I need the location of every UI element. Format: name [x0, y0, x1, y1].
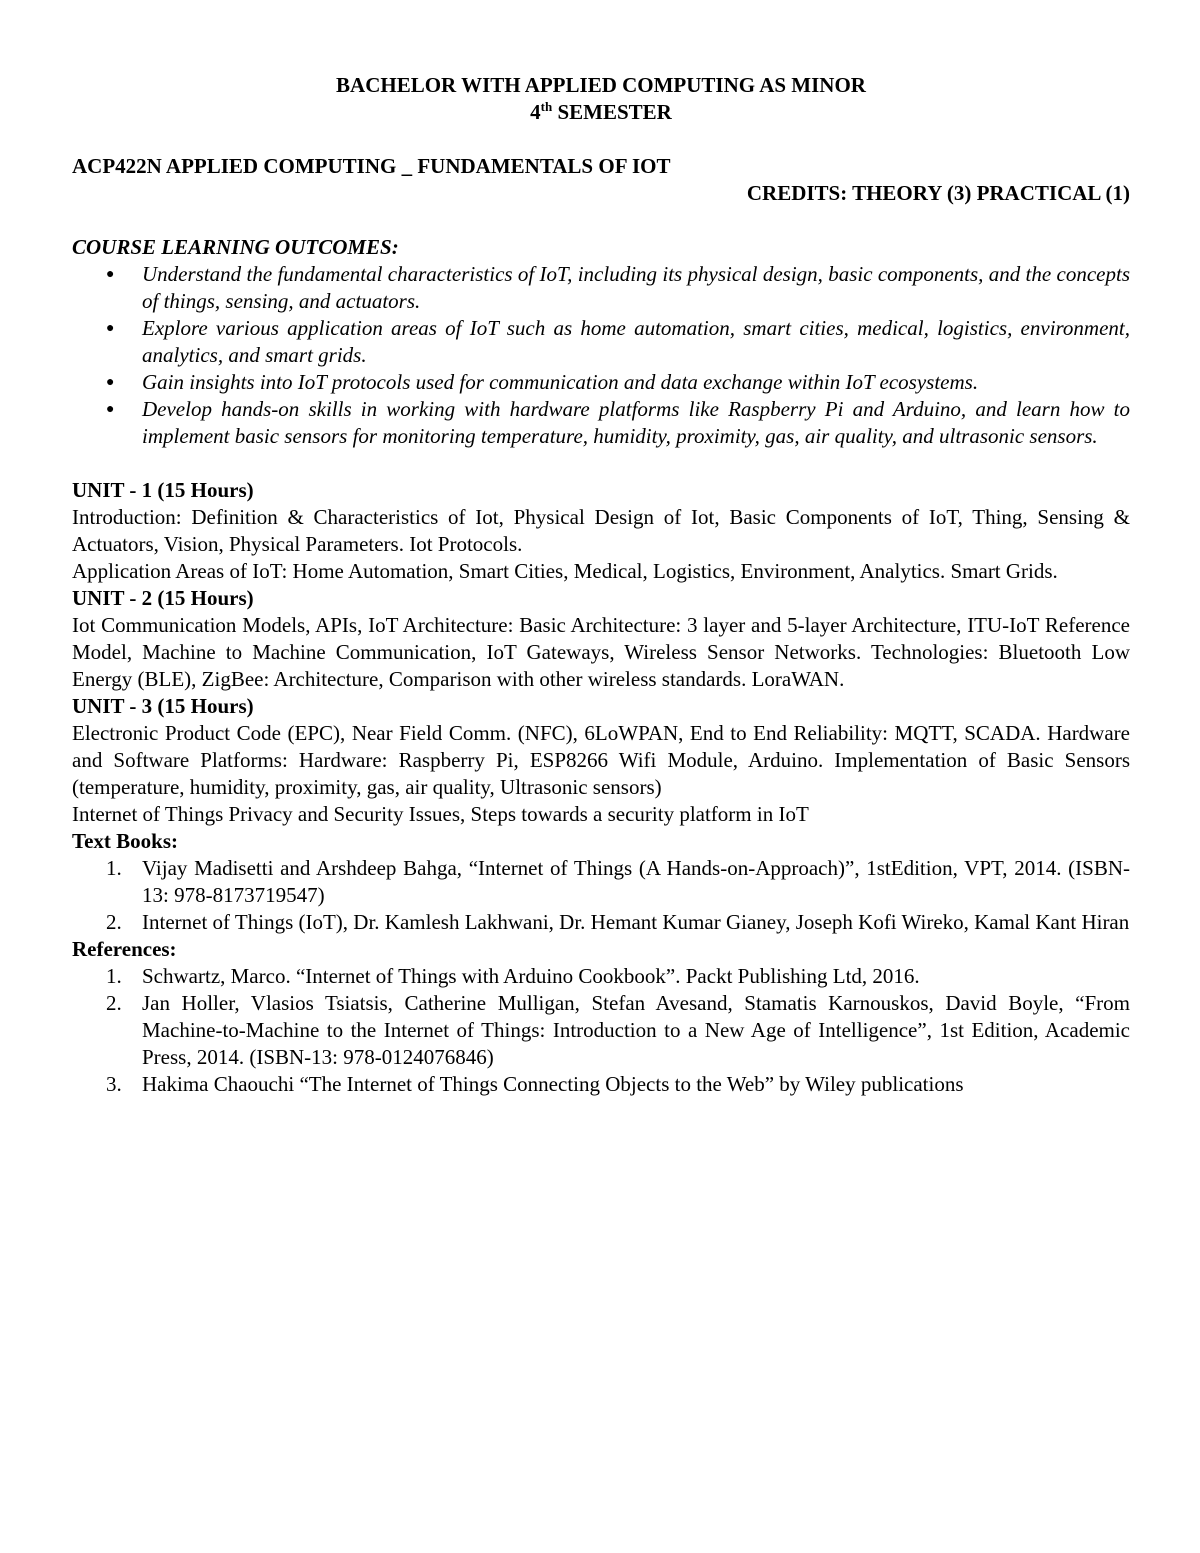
text-books-heading: Text Books: [72, 829, 178, 853]
item-number: 1. [106, 964, 122, 988]
bullet-icon: ● [106, 321, 115, 336]
bullet-icon: ● [106, 267, 115, 282]
references-list [72, 963, 1130, 1098]
item-text: Vijay Madisetti and Arshdeep Bahga, “Internet of Things (A Hands-on-Approach)”, 1stEdition, VPT, 2014. (ISBN-13: 978-8173719547) [142, 856, 1130, 907]
bullet-icon: ● [106, 402, 115, 417]
item-text: Internet of Things (IoT), Dr. Kamlesh Lakhwani, Dr. Hemant Kumar Gianey, Joseph Kofi Wireko, Kamal Kant Hiran [142, 910, 1130, 934]
outcome-item [72, 315, 1130, 369]
outcome-text: Gain insights into IoT protocols used for communication and data exchange within IoT ecosystems. [142, 370, 979, 394]
unit-1-paragraph: Application Areas of IoT: Home Automation, Smart Cities, Medical, Logistics, Environment, Analytics. Smart Grids. [72, 559, 1058, 583]
outcome-text: Develop hands-on skills in working with hardware platforms like Raspberry Pi and Arduino, and learn how to implement basic sensors for monitoring temperature, humidity, proximity, gas, air quality, and ultrasonic sensors. [142, 397, 1130, 448]
unit-2-heading: UNIT - 2 (15 Hours) [72, 586, 254, 610]
unit-3-paragraph: Electronic Product Code (EPC), Near Field Comm. (NFC), 6LoWPAN, End to End Reliability: MQTT, SCADA. Hardware and Software Platforms: Hardware: Raspberry Pi, ESP8266 Wifi Module, Arduino. Implementation of Basic Sensors (temperature, humidity, proximity, gas, air quality, Ultrasonic sensors) [72, 721, 1130, 799]
semester-number: 4 [530, 100, 541, 124]
program-title: BACHELOR WITH APPLIED COMPUTING AS MINOR [336, 73, 866, 97]
unit-1-paragraph: Introduction: Definition & Characteristics of Iot, Physical Design of Iot, Basic Components of IoT, Thing, Sensing & Actuators, Vision, Physical Parameters. Iot Protocols. [72, 505, 1130, 556]
semester-title [72, 99, 1130, 126]
item-number: 2. [106, 991, 122, 1015]
references-heading: References: [72, 937, 177, 961]
outcomes-list [72, 261, 1130, 450]
reference-item [72, 1071, 1130, 1098]
bullet-icon: ● [106, 375, 115, 390]
unit-3-heading: UNIT - 3 (15 Hours) [72, 694, 254, 718]
course-credits: CREDITS: THEORY (3) PRACTICAL (1) [746, 181, 1130, 205]
unit-3-paragraph: Internet of Things Privacy and Security Issues, Steps towards a security platform in IoT [72, 802, 809, 826]
course-title: ACP422N APPLIED COMPUTING _ FUNDAMENTALS OF IOT [72, 154, 671, 178]
document-page [72, 72, 1130, 1098]
outcome-item [72, 261, 1130, 315]
reference-item [72, 963, 1130, 990]
outcomes-heading: COURSE LEARNING OUTCOMES: [72, 235, 399, 259]
outcome-text: Understand the fundamental characteristics of IoT, including its physical design, basic components, and the concepts of things, sensing, and actuators. [142, 262, 1130, 313]
text-book-item [72, 909, 1130, 936]
semester-word: SEMESTER [552, 100, 672, 124]
item-text: Hakima Chaouchi “The Internet of Things Connecting Objects to the Web” by Wiley publications [142, 1072, 964, 1096]
item-number: 3. [106, 1072, 122, 1096]
outcome-item [72, 396, 1130, 450]
text-book-item [72, 855, 1130, 909]
unit-1-heading: UNIT - 1 (15 Hours) [72, 478, 254, 502]
item-number: 1. [106, 856, 122, 880]
item-text: Jan Holler, Vlasios Tsiatsis, Catherine Mulligan, Stefan Avesand, Stamatis Karnouskos, David Boyle, “From Machine-to-Machine to the Internet of Things: Introduction to a New Age of Intelligence”, 1st Edition, Academic Press, 2014. (ISBN-13: 978-0124076846) [142, 991, 1130, 1069]
outcome-item [72, 369, 1130, 396]
unit-2-paragraph: Iot Communication Models, APIs, IoT Architecture: Basic Architecture: 3 layer and 5-layer Architecture, ITU-IoT Reference Model, Machine to Machine Communication, IoT Gateways, Wireless Sensor Networks. Technologies: Bluetooth Low Energy (BLE), ZigBee: Architecture, Comparison with other wireless standards. LoraWAN. [72, 613, 1130, 691]
text-books-list [72, 855, 1130, 936]
item-text: Schwartz, Marco. “Internet of Things with Arduino Cookbook”. Packt Publishing Ltd, 2016. [142, 964, 920, 988]
outcome-text: Explore various application areas of IoT such as home automation, smart cities, medical, logistics, environment, analytics, and smart grids. [142, 316, 1130, 367]
item-number: 2. [106, 910, 122, 934]
reference-item [72, 990, 1130, 1071]
semester-suffix: th [540, 99, 553, 114]
